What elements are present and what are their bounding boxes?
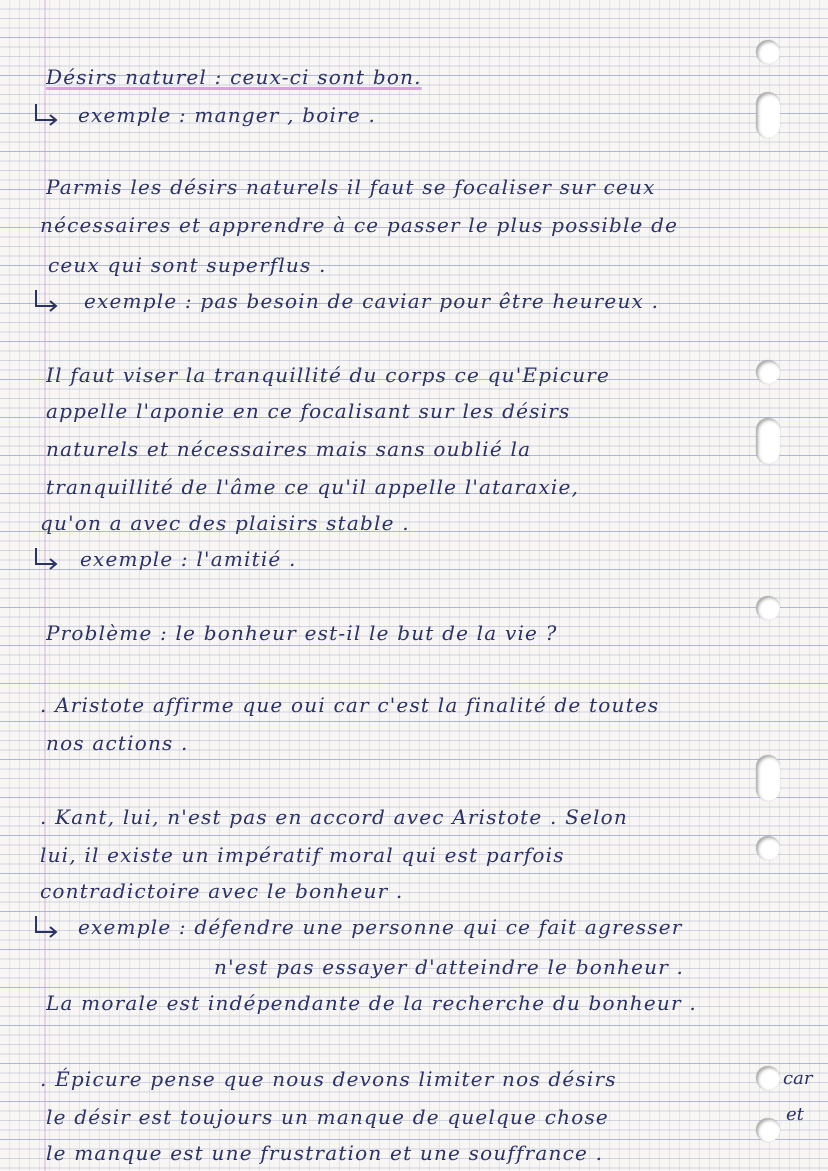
arrow-icon: [32, 102, 62, 126]
text-line: contradictoire avec le bonheur .: [40, 879, 404, 903]
problem-line: Problème : le bonheur est-il le but de la vie ?: [46, 621, 558, 645]
punch-hole: [756, 755, 780, 801]
text-line: qu'on a avec des plaisirs stable .: [40, 511, 410, 535]
heading-desirs-naturels: Désirs naturel : ceux-ci sont bon.: [46, 65, 422, 89]
text-line: nos actions .: [46, 731, 189, 755]
punch-hole: [756, 40, 780, 64]
punch-hole: [756, 418, 780, 464]
example-line: exemple : manger , boire .: [78, 103, 376, 127]
punch-hole: [756, 1118, 780, 1142]
punch-hole: [756, 360, 780, 384]
text-line: ceux qui sont superflus .: [48, 253, 327, 277]
text-line: le manque est une frustration et une souffrance .: [46, 1141, 604, 1165]
text-line: nécessaires et apprendre à ce passer le plus possible de: [40, 213, 679, 237]
text-line: La morale est indépendante de la recherche du bonheur .: [46, 991, 697, 1015]
text-line: . Aristote affirme que oui car c'est la finalité de toutes: [40, 693, 660, 717]
text-line: . Épicure pense que nous devons limiter nos désirs: [40, 1067, 617, 1091]
example-line: exemple : l'amitié .: [80, 547, 297, 571]
margin-word-et: et: [786, 1104, 804, 1125]
text-line: Il faut viser la tranquillité du corps ce qu'Epicure: [46, 363, 611, 387]
text-line: le désir est toujours un manque de quelque chose: [46, 1105, 609, 1129]
punch-hole: [756, 1066, 780, 1090]
margin-word-car: car: [783, 1068, 813, 1089]
arrow-icon: [32, 288, 62, 312]
example-line: exemple : pas besoin de caviar pour être heureux .: [84, 289, 660, 313]
example-line: exemple : défendre une personne qui ce fait agresser: [78, 915, 683, 939]
text-line: naturels et nécessaires mais sans oublié la: [46, 437, 532, 461]
text-line: appelle l'aponie en ce focalisant sur les désirs: [46, 399, 571, 423]
punch-hole: [756, 596, 780, 620]
text-line: n'est pas essayer d'atteindre le bonheur .: [214, 955, 685, 979]
arrow-icon: [32, 546, 62, 570]
text-line: tranquillité de l'âme ce qu'il appelle l'ataraxie,: [46, 475, 580, 499]
text-line: . Kant, lui, n'est pas en accord avec Aristote . Selon: [40, 805, 628, 829]
arrow-icon: [32, 914, 62, 938]
text-line: lui, il existe un impératif moral qui est parfois: [40, 843, 565, 867]
punch-hole: [756, 836, 780, 860]
text-line: Parmis les désirs naturels il faut se focaliser sur ceux: [46, 175, 656, 199]
